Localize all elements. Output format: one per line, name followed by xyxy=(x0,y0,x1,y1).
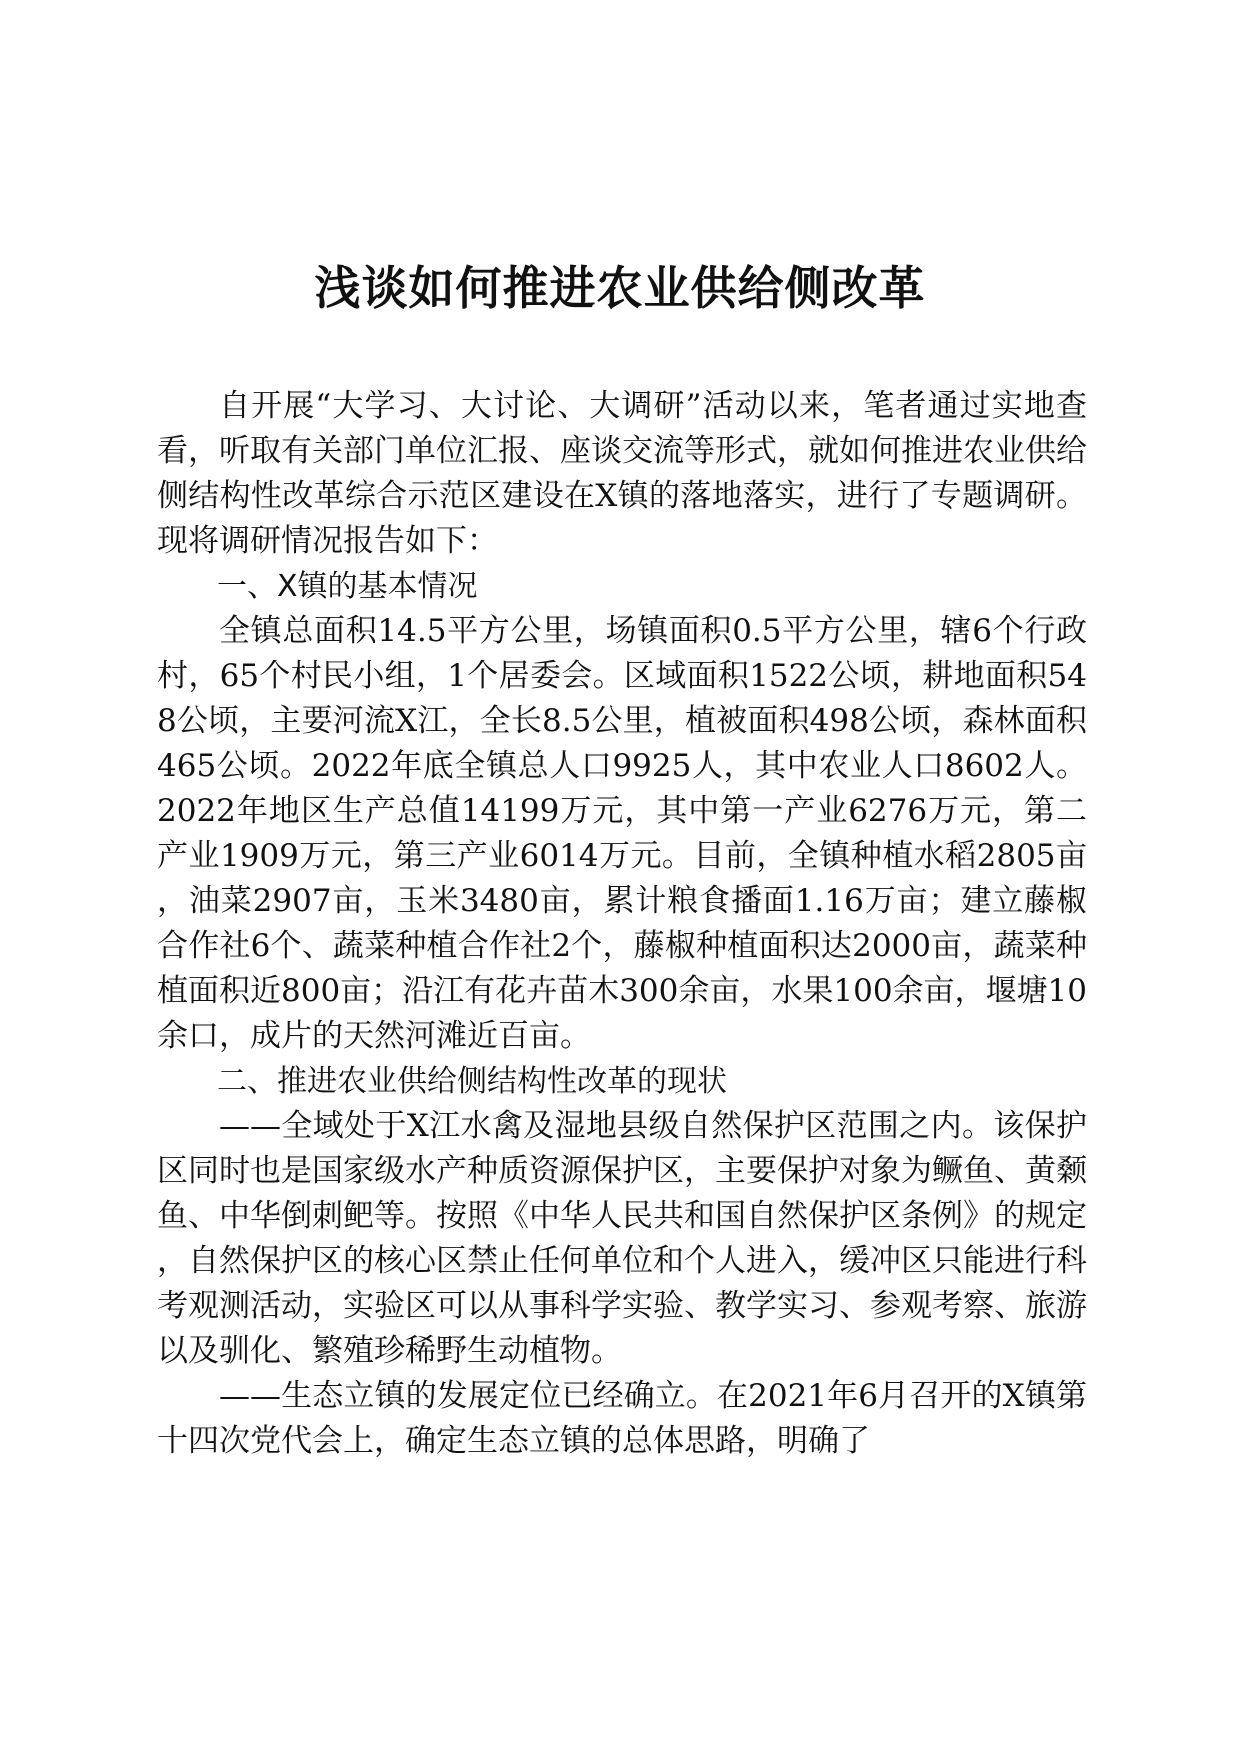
ecology-positioning-paragraph: ——生态立镇的发展定位已经确立。在2021年6月召开的X镇第十四次党代会上，确定生态立镇的总体思路，明确了 xyxy=(157,1378,1087,1459)
section-heading-current-status: 二、推进农业供给侧结构性改革的现状 xyxy=(217,1064,727,1099)
protected-area-paragraph: ——全域处于X江水禽及湿地县级自然保护区范围之内。该保护区同时也是国家级水产种质资源保护区，主要保护对象为鳜鱼、黄颡鱼、中华倒刺鲃等。按照《中华人民共和国自然保护区条例》的规定，自然保护区的核心区禁止任何单位和个人进入，缓冲区只能进行科考观测活动，实验区可以从事科学实验、教学实习、参观考察、旅游以及驯化、繁殖珍稀野生动植物。 xyxy=(157,1108,1087,1369)
intro-paragraph: 自开展“大学习、大讨论、大调研”活动以来，笔者通过实地查看，听取有关部门单位汇报、座谈交流等形式，就如何推进农业供给侧结构性改革综合示范区建设在X镇的落地落实，进行了专题调研。现将调研情况报告如下： xyxy=(157,388,1087,559)
basic-info-paragraph: 全镇总面积14.5平方公里，场镇面积0.5平方公里，辖6个行政村，65个村民小组，1个居委会。区域面积1522公顷，耕地面积548公顷，主要河流X江，全长8.5公里，植被面积498公顷，森林面积465公顷。2022年底全镇总人口9925人，其中农业人口8602人。2022年地区生产总值14199万元，其中第一产业6276万元，第二产业1909万元，第三产业6014万元。目前，全镇种植水稻2805亩，油菜2907亩，玉米3480亩，累计粮食播面1.16万亩；建立藤椒合作社6个、蔬菜种植合作社2个，藤椒种植面积达2000亩，蔬菜种植面积近800亩；沿江有花卉苗木300余亩，水果100余亩，堰塘10余口，成片的天然河滩近百亩。 xyxy=(157,613,1087,1054)
document-title: 浅谈如何推进农业供给侧改革 xyxy=(314,261,926,315)
section-heading-basic-info: 一、X镇的基本情况 xyxy=(217,569,478,604)
document-body xyxy=(157,384,1087,1464)
